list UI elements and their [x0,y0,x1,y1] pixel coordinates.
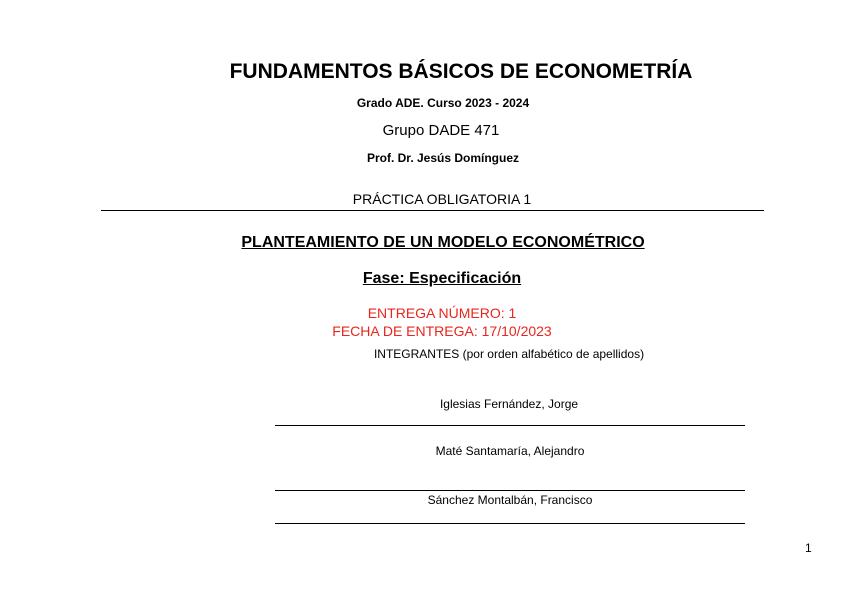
members-heading: INTEGRANTES (por orden alfabético de apellidos) [373,347,645,361]
group-info: Grupo DADE 471 [382,122,500,139]
member-divider [275,523,745,524]
member-name: Iglesias Fernández, Jorge [439,397,579,411]
delivery-number: ENTREGA NÚMERO: 1 [367,305,517,321]
member-name: Maté Santamaría, Alejandro [435,444,585,458]
professor-name: Prof. Dr. Jesús Domínguez [366,151,520,165]
practice-subject: PLANTEAMIENTO DE UN MODELO ECONOMÉTRICO [241,234,645,251]
member-divider [275,490,745,491]
page-number: 1 [805,541,812,555]
course-info: Grado ADE. Curso 2023 - 2024 [356,96,530,110]
member-divider [275,425,745,426]
delivery-date: FECHA DE ENTREGA: 17/10/2023 [332,323,552,339]
header-divider [101,210,764,211]
document-title: FUNDAMENTOS BÁSICOS DE ECONOMETRÍA [229,60,693,83]
member-name: Sánchez Montalbán, Francisco [427,493,593,507]
practice-label: PRÁCTICA OBLIGATORIA 1 [352,191,532,207]
practice-phase: Fase: Especificación [362,270,522,287]
